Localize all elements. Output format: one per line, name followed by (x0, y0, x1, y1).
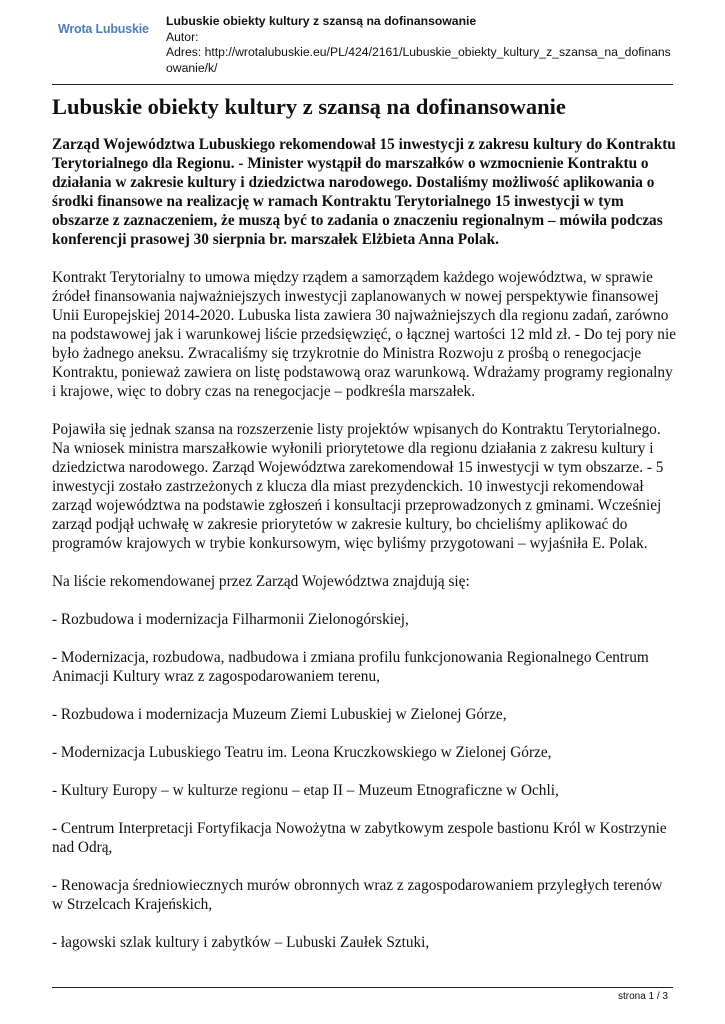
meta-title: Lubuskie obiekty kultury z szansą na dofinansowanie (166, 14, 477, 28)
site-logo: Wrota Lubuskie (58, 22, 149, 36)
article-title: Lubuskie obiekty kultury z szansą na dofinansowanie (52, 94, 566, 119)
article-body (52, 135, 677, 971)
list-item: - Centrum Interpretacji Fortyfikacja Nowożytna w zabytkowym zespole bastionu Król w Kostrzynie nad Odrą, (52, 820, 667, 856)
meta-author: Autor: (166, 29, 199, 44)
paragraph: Pojawiła się jednak szansa na rozszerzenie listy projektów wpisanych do Kontraktu Terytorialnego. Na wniosek ministra marszałkowie wyłonili priorytetowe dla regionu działania z zakresu kultury i dziedzictwa narodowego. Zarząd Województwa zarekomendował 15 inwestycji w tym obszarze. - 5 inwestycji zostało zastrzeżonych z klucza dla miast prezydenckich. 10 inwestycji rekomendował zarząd województwa na podstawie zgłoszeń i konsultacji przeprowadzonych z gminami. Wcześniej zarząd podjął uchwałę w zakresie priorytetów w zakresie kultury, bo chcieliśmy aplikować do programów krajowych w trybie konkursowym, więc byliśmy przygotowani – wyjaśniła E. Polak. (52, 421, 664, 552)
paragraph: Kontrakt Terytorialny to umowa między rządem a samorządem każdego województwa, w sprawie źródeł finansowania najważniejszych inwestycji zaplanowanych w nowej perspektywie finansowej Unii Europejskiej 2014-2020. Lubuska lista zawiera 30 najważniejszych dla regionu zadań, zarówno na podstawowej jak i warunkowej liście przedsięwzięć, o łącznej wartości 12 mld zł. - Do tej pory nie było żadnego aneksu. Zwracaliśmy się trzykrotnie do Ministra Rozwoju z prośbą o renegocjacje Kontraktu, ponieważ zawiera on listę podstawową oraz warunkową. Wdrażamy programy regionalny i krajowe, więc to dobry czas na renegocjacje – podkreśla marszałek. (52, 269, 676, 400)
header-divider (52, 84, 673, 85)
list-item: - Modernizacja, rozbudowa, nadbudowa i zmiana profilu funkcjonowania Regionalnego Centrum Animacji Kultury wraz z zagospodarowaniem terenu, (52, 649, 649, 685)
page-number: strona 1 / 3 (617, 991, 668, 1002)
list-item: - Rozbudowa i modernizacja Muzeum Ziemi Lubuskiej w Zielonej Górze, (52, 706, 507, 723)
footer-divider (52, 987, 673, 988)
list-item: - Renowacja średniowiecznych murów obronnych wraz z zagospodarowaniem przyległych terenów w Strzelcach Krajeńskich, (52, 877, 663, 913)
list-item: - łagowski szlak kultury i zabytków – Lubuski Zaułek Sztuki, (52, 934, 430, 951)
document-meta (166, 14, 674, 76)
article-lead: Zarząd Województwa Lubuskiego rekomendował 15 inwestycji z zakresu kultury do Kontraktu Terytorialnego dla Regionu. - Minister wystąpił do marszałków o wzmocnienie Kontraktu o działania w zakresie kultury i dziedzictwa narodowego. Dostaliśmy możliwość aplikowania o środki finansowe na realizację w ramach Kontraktu Terytorialnego 15 inwestycji w tym obszarze z zaznaczeniem, że muszą być to zadania o znaczeniu regionalnym – mówiła podczas konferencji prasowej 30 sierpnia br. marszałek Elżbieta Anna Polak. (52, 136, 676, 248)
page-header (54, 14, 674, 82)
list-item: - Modernizacja Lubuskiego Teatru im. Leona Kruczkowskiego w Zielonej Górze, (52, 744, 552, 761)
list-item: - Rozbudowa i modernizacja Filharmonii Zielonogórskiej, (52, 611, 409, 628)
meta-address: Adres: http://wrotalubuskie.eu/PL/424/2161/Lubuskie_obiekty_kultury_z_szansa_na_dofinansowanie/k/ (166, 45, 671, 75)
list-intro: Na liście rekomendowanej przez Zarząd Województwa znajdują się: (52, 573, 470, 590)
list-item: - Kultury Europy – w kulturze regionu – etap II – Muzeum Etnograficzne w Ochli, (52, 782, 559, 799)
